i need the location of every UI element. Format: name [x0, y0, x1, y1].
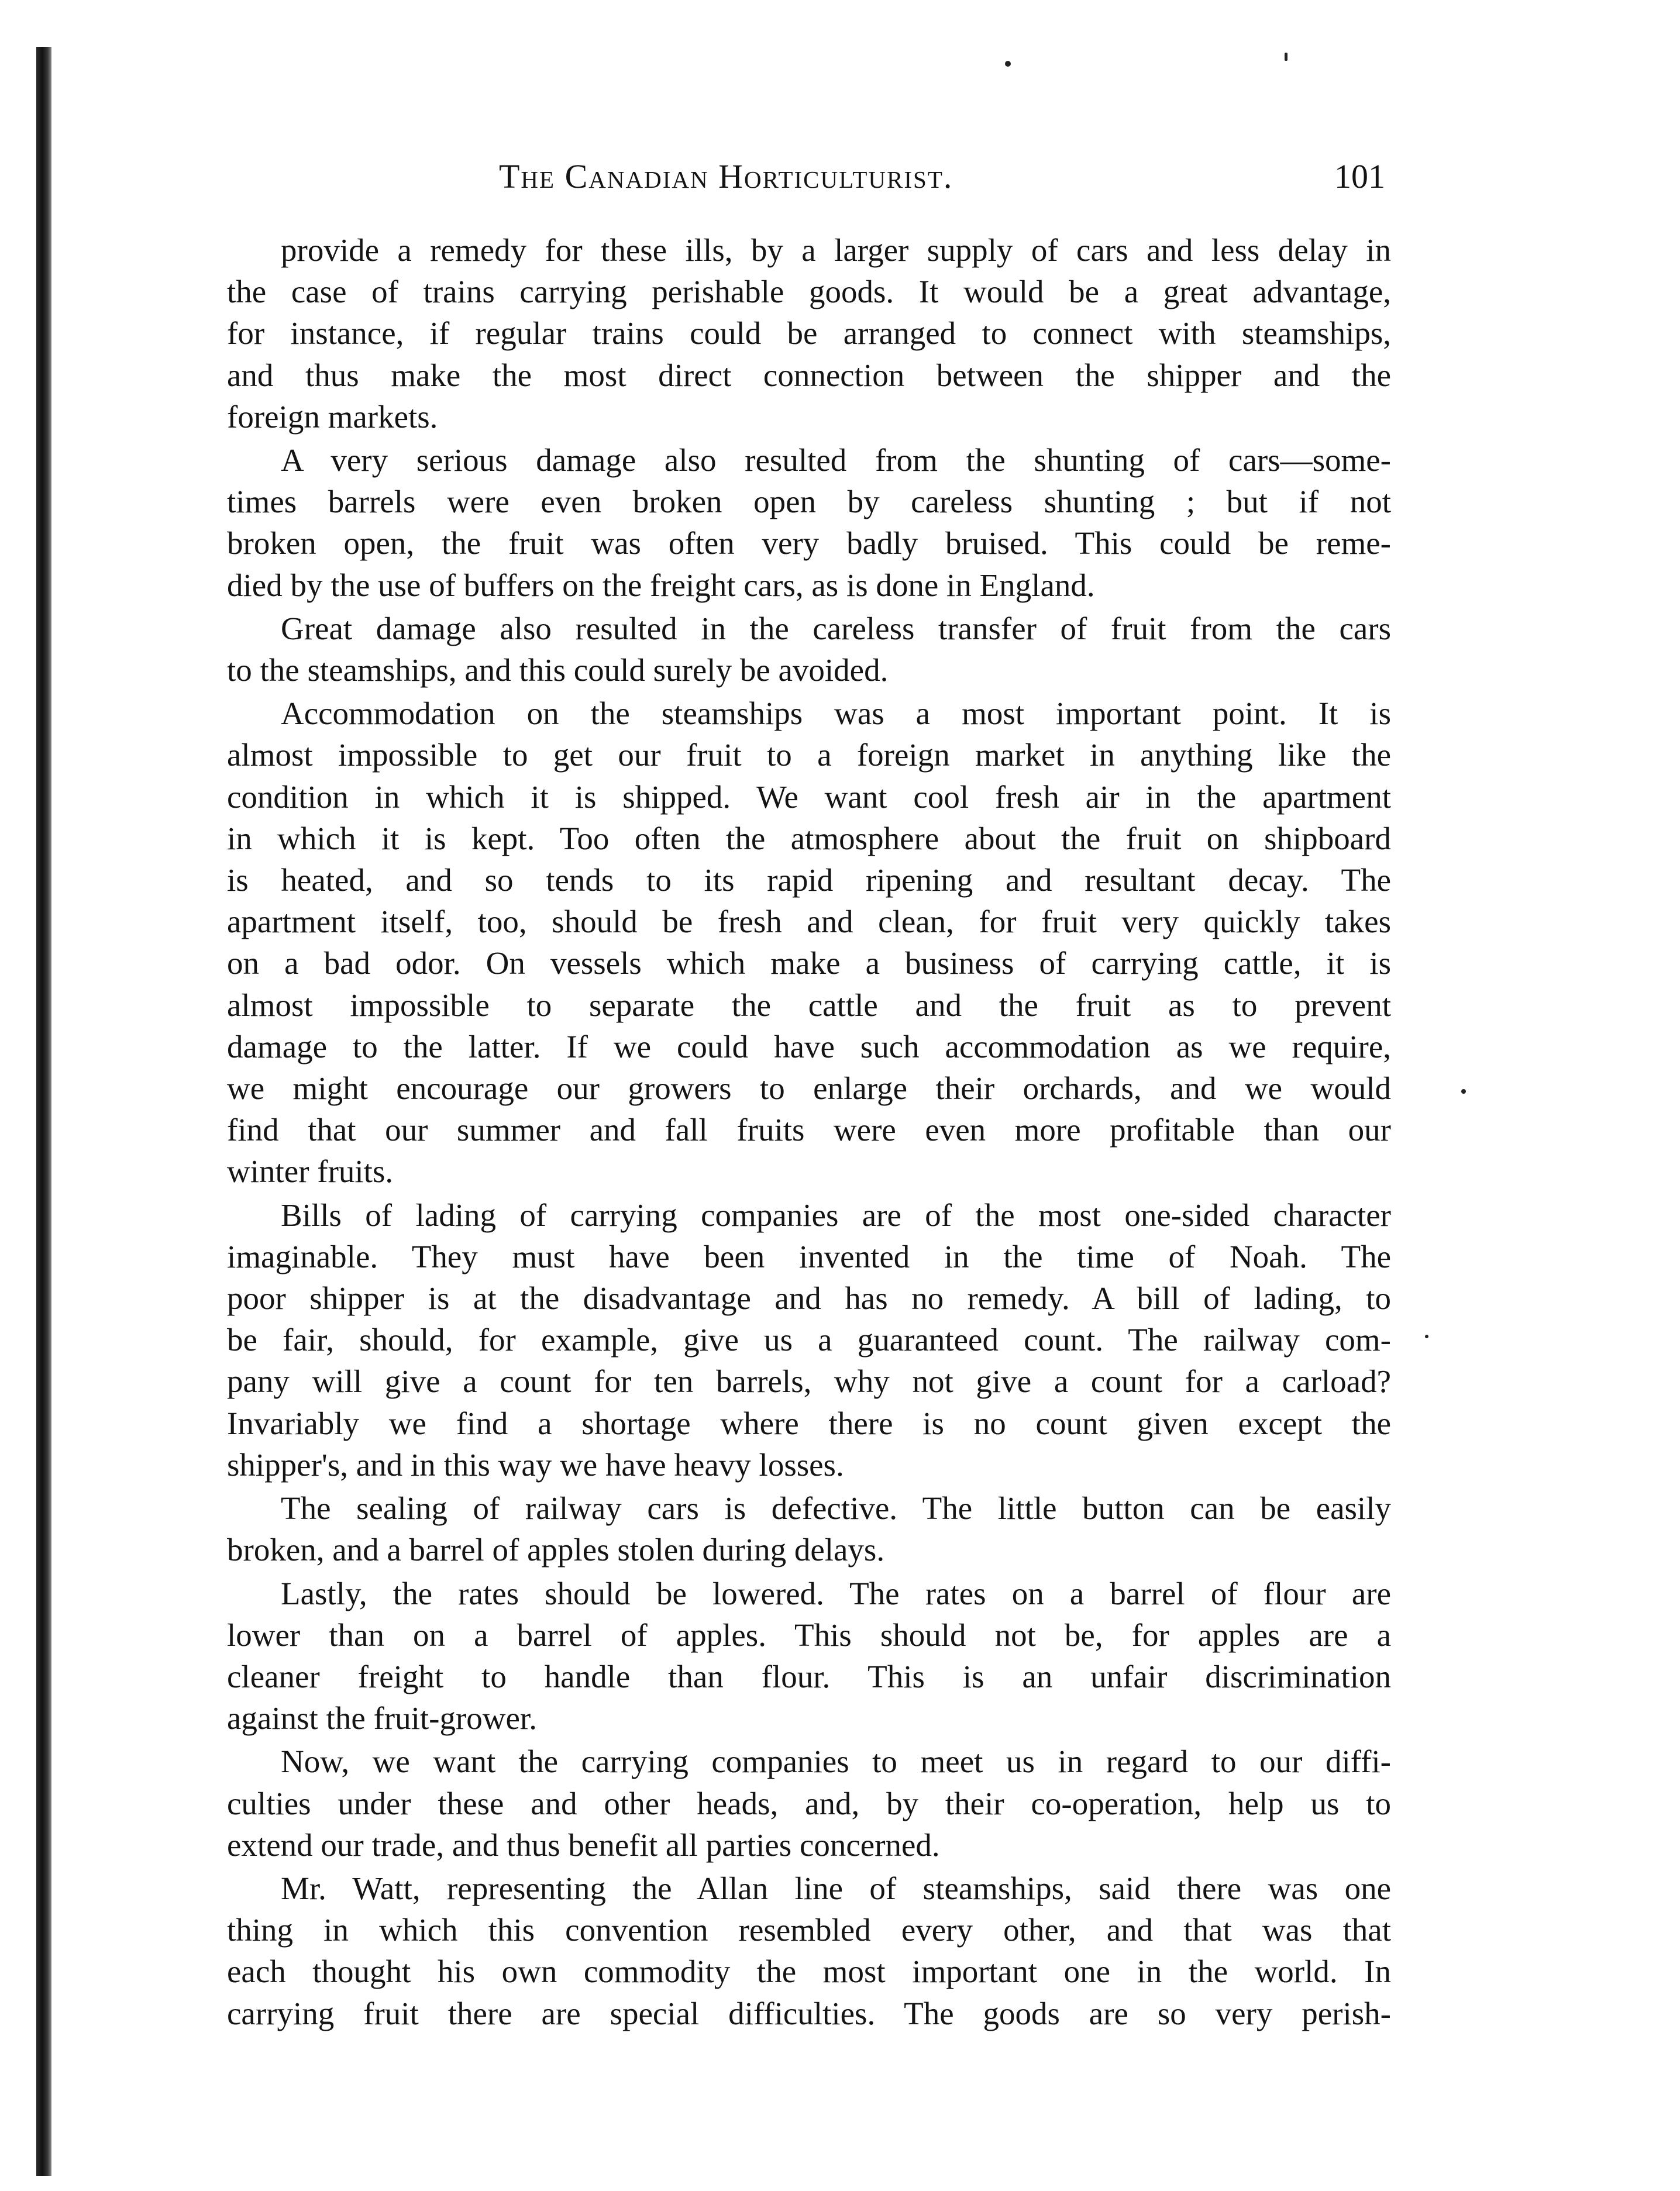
- text-line: foreign markets.: [227, 398, 438, 435]
- text-line: on a bad odor. On vessels which make a business of carrying cattle, it is: [227, 945, 1391, 981]
- text-line: Bills of lading of carrying companies are of the most one-sided character: [281, 1197, 1391, 1233]
- text-line: and thus make the most direct connection between the shipper and the: [227, 357, 1391, 393]
- text-line: The sealing of railway cars is defective. The little button can be easily: [281, 1490, 1391, 1527]
- text-line: in which it is kept. Too often the atmosphere about the fruit on shipboard: [227, 820, 1391, 856]
- text-line: each thought his own commodity the most important one in the world. In: [227, 1954, 1391, 1990]
- text-line: A very serious damage also resulted from the shunting of cars—some-: [281, 442, 1391, 478]
- text-line: Lastly, the rates should be lowered. The rates on a barrel of flour are: [281, 1575, 1391, 1611]
- text-line: we might encourage our growers to enlarge their orchards, and we would: [227, 1070, 1391, 1107]
- paragraph: [227, 439, 1391, 606]
- paragraph: [227, 1487, 1391, 1570]
- text-line: imaginable. They must have been invented in the time of Noah. The: [227, 1238, 1391, 1274]
- text-line: carrying fruit there are special difficulties. The goods are so very perish-: [227, 1995, 1391, 2031]
- text-line: Great damage also resulted in the careless transfer of fruit from the cars: [281, 610, 1391, 646]
- paragraph: [227, 1194, 1391, 1486]
- text-line: to the steamships, and this could surely be avoided.: [227, 652, 889, 688]
- scan-speck: [1425, 1335, 1428, 1338]
- journal-title: The Canadian Horticulturist.: [499, 157, 953, 195]
- article-body: [227, 229, 1391, 2036]
- text-line: thing in which this convention resembled every other, and that was that: [227, 1912, 1391, 1948]
- scan-speck: [1005, 61, 1011, 67]
- scan-speck: [1285, 53, 1287, 61]
- text-line: broken, and a barrel of apples stolen during delays.: [227, 1532, 885, 1568]
- text-line: find that our summer and fall fruits were even more profitable than our: [227, 1112, 1391, 1148]
- paragraph: [227, 1741, 1391, 1866]
- text-line: against the fruit-grower.: [227, 1700, 537, 1737]
- page-number: 101: [1334, 157, 1385, 195]
- text-line: winter fruits.: [227, 1153, 394, 1190]
- text-line: almost impossible to get our fruit to a foreign market in anything like the: [227, 737, 1391, 773]
- text-line: apartment itself, too, should be fresh and clean, for fruit very quickly takes: [227, 904, 1391, 940]
- scan-speck: [1461, 1089, 1466, 1094]
- paragraph: [227, 693, 1391, 1192]
- text-line: be fair, should, for example, give us a guaranteed count. The railway com-: [227, 1322, 1391, 1358]
- text-line: lower than on a barrel of apples. This should not be, for apples are a: [227, 1617, 1391, 1653]
- text-line: Now, we want the carrying companies to meet us in regard to our diffi-: [281, 1744, 1391, 1780]
- text-line: provide a remedy for these ills, by a larger supply of cars and less delay in: [281, 232, 1391, 268]
- text-line: shipper's, and in this way we have heavy losses.: [227, 1446, 844, 1483]
- text-line: culties under these and other heads, and, by their co-operation, help us to: [227, 1785, 1391, 1821]
- paragraph: [227, 1573, 1391, 1739]
- text-line: for instance, if regular trains could be arranged to connect with steamships,: [227, 315, 1391, 352]
- text-line: the case of trains carrying perishable goods. It would be a great advantage,: [227, 274, 1391, 310]
- text-line: Invariably we find a shortage where there is no count given except the: [227, 1405, 1391, 1441]
- text-line: almost impossible to separate the cattle and the fruit as to prevent: [227, 987, 1391, 1023]
- text-line: died by the use of buffers on the freight cars, as is done in England.: [227, 567, 1095, 603]
- scan-binding-edge: [36, 47, 51, 2176]
- text-line: Accommodation on the steamships was a most important point. It is: [281, 695, 1391, 732]
- text-line: Mr. Watt, representing the Allan line of steamships, said there was one: [281, 1870, 1391, 1906]
- paragraph: [227, 608, 1391, 691]
- text-line: cleaner freight to handle than flour. This is an unfair discrimination: [227, 1658, 1391, 1694]
- paragraph: [227, 1868, 1391, 2034]
- text-line: broken open, the fruit was often very badly bruised. This could be reme-: [227, 525, 1391, 561]
- paragraph: [227, 229, 1391, 437]
- running-header: [227, 157, 1385, 204]
- text-line: times barrels were even broken open by careless shunting ; but if not: [227, 484, 1391, 520]
- text-line: extend our trade, and thus benefit all parties concerned.: [227, 1827, 940, 1863]
- text-line: is heated, and so tends to its rapid ripening and resultant decay. The: [227, 862, 1391, 898]
- text-line: pany will give a count for ten barrels, why not give a count for a carload?: [227, 1363, 1391, 1400]
- text-line: condition in which it is shipped. We want cool fresh air in the apartment: [227, 778, 1391, 815]
- text-line: poor shipper is at the disadvantage and has no remedy. A bill of lading, to: [227, 1280, 1391, 1317]
- text-line: damage to the latter. If we could have such accommodation as we require,: [227, 1028, 1391, 1065]
